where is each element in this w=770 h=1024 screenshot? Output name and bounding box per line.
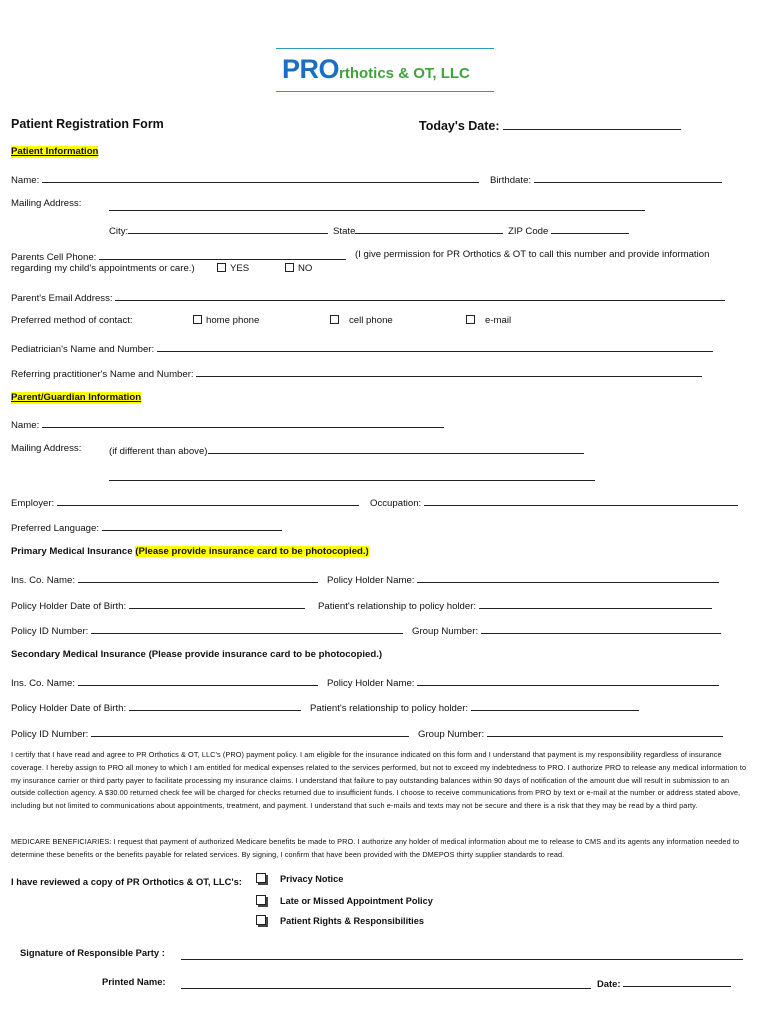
medicare-paragraph: MEDICARE BENEFICIARIES: I request that payment of authorized Medicare benefits be made to PRO. I authorize any holder of medical information about me to release to CMS and its agents any information needed to determine these benefits or the benefits payable for related services. By signing, I confirm that have been provided with the DMEPOS thirty supplier standards to read. — [11, 837, 740, 859]
guardian-name-field[interactable]: Name: — [11, 417, 444, 432]
primary-holder-dob-field[interactable]: Policy Holder Date of Birth: — [11, 598, 305, 613]
patient-birthdate-field[interactable]: Birthdate: — [490, 172, 722, 187]
occupation-field[interactable]: Occupation: — [370, 495, 738, 510]
logo — [282, 54, 470, 85]
secondary-insurance-title: Secondary Medical Insurance (Please provide insurance card to be photocopied.) — [11, 649, 383, 660]
primary-holder-name-field[interactable]: Policy Holder Name: — [327, 572, 719, 587]
checkbox-yes[interactable] — [217, 263, 226, 272]
guardian-mailing-label: Mailing Address: — [11, 443, 82, 454]
logo-brand: PRO — [282, 54, 340, 84]
patient-zip-field[interactable]: ZIP Code — [508, 223, 629, 238]
parents-cell-field[interactable]: Parents Cell Phone: — [11, 249, 346, 264]
printed-name-line[interactable] — [181, 976, 591, 994]
logo-bottom-rule — [276, 91, 494, 92]
review-item-patient-rights[interactable]: Patient Rights & Responsibilities — [256, 915, 424, 926]
call-permission-text: (I give permission for PR Orthotics & OT to call this number and provide information — [355, 249, 710, 260]
signature-line[interactable] — [181, 947, 743, 965]
contact-option-home-phone[interactable]: home phone — [193, 315, 259, 327]
patient-city-field[interactable]: City: — [109, 223, 328, 238]
secondary-policy-id-field[interactable]: Policy ID Number: — [11, 726, 409, 741]
certification-paragraph: I certify that I have read and agree to PR Orthotics & OT, LLC's (PRO) payment policy. I am eligible for the insurance indicated on this form and I understand that payment is my responsibility regardless of insurance coverage. I hereby assign to PRO all money to which I am entitled for medical expenses related to the services performed, but not to exceed my indebtedness to PRO. I authorize PRO to release any medical information to my insurance carrier or third party payer to facilitate processing my insurance claims. I understand that failure to pay outstanding balances within 90 days of notification of the amount due will result in submission to an outside collection agency. A $30.00 returned check fee will be charged for checks returned due to insufficient funds. I choose to receive communications from PRO by text or e-mail at the number or address stated above, including but not limited to communications about appointments, treatment, and payment. I understand that such e-mails and texts may not be secure and there is a risk that they may be read by a third party. — [11, 750, 747, 811]
primary-policy-id-field[interactable]: Policy ID Number: — [11, 623, 403, 638]
checkbox-email[interactable] — [466, 315, 475, 324]
review-item-late-policy[interactable]: Late or Missed Appointment Policy — [256, 895, 433, 906]
secondary-group-field[interactable]: Group Number: — [418, 726, 723, 741]
pediatrician-field[interactable]: Pediatrician's Name and Number: — [11, 341, 713, 356]
preferred-language-field[interactable]: Preferred Language: — [11, 520, 282, 535]
guardian-mailing-field[interactable]: (if different than above) — [109, 443, 584, 458]
permission-yes-option[interactable]: YES — [217, 263, 249, 275]
patient-state-field[interactable]: State — [333, 223, 503, 238]
secondary-holder-name-field[interactable]: Policy Holder Name: — [327, 675, 719, 690]
signature-label: Signature of Responsible Party : — [20, 947, 165, 958]
employer-field[interactable]: Employer: — [11, 495, 359, 510]
guardian-mailing-line-2[interactable] — [109, 468, 595, 486]
patient-mailing-label: Mailing Address: — [11, 198, 82, 209]
contact-option-cell-phone[interactable]: cell phone — [330, 315, 393, 327]
todays-date-field[interactable] — [419, 117, 681, 133]
checkbox-cell-phone[interactable] — [330, 315, 339, 324]
primary-insurance-title: Primary Medical Insurance (Please provide insurance card to be photocopied.) — [11, 546, 369, 557]
permission-no-option[interactable]: NO — [285, 263, 312, 275]
checkbox-late-policy[interactable] — [256, 895, 266, 905]
checkbox-home-phone[interactable] — [193, 315, 202, 324]
contact-method-label: Preferred method of contact: — [11, 315, 133, 326]
printed-name-label: Printed Name: — [102, 976, 166, 987]
section-parent-guardian: Parent/Guardian Information — [11, 392, 142, 403]
review-item-privacy[interactable]: Privacy Notice — [256, 873, 343, 884]
primary-relationship-field[interactable]: Patient's relationship to policy holder: — [318, 598, 712, 613]
contact-option-email[interactable]: e-mail — [466, 315, 511, 327]
logo-rest: rthotics & OT, LLC — [339, 65, 470, 82]
review-label: I have reviewed a copy of PR Orthotics & OT, LLC's: — [11, 876, 242, 887]
secondary-ins-co-field[interactable]: Ins. Co. Name: — [11, 675, 318, 690]
secondary-relationship-field[interactable]: Patient's relationship to policy holder: — [310, 700, 639, 715]
todays-date-label: Today's Date: — [419, 119, 500, 133]
checkbox-no[interactable] — [285, 263, 294, 272]
logo-top-rule — [276, 48, 494, 49]
date-field[interactable]: Date: — [597, 976, 731, 989]
checkbox-patient-rights[interactable] — [256, 915, 266, 925]
call-permission-text-2: regarding my child's appointments or care.) — [11, 263, 195, 274]
patient-mailing-line[interactable] — [109, 198, 645, 216]
checkbox-privacy-notice[interactable] — [256, 873, 266, 883]
primary-group-field[interactable]: Group Number: — [412, 623, 721, 638]
secondary-holder-dob-field[interactable]: Policy Holder Date of Birth: — [11, 700, 301, 715]
parent-email-field[interactable]: Parent's Email Address: — [11, 290, 725, 305]
referring-practitioner-field[interactable]: Referring practitioner's Name and Number: — [11, 366, 702, 381]
patient-name-field[interactable]: Name: — [11, 172, 479, 187]
section-patient-information: Patient Information — [11, 146, 99, 157]
form-title: Patient Registration Form — [11, 117, 164, 131]
primary-ins-co-field[interactable]: Ins. Co. Name: — [11, 572, 318, 587]
